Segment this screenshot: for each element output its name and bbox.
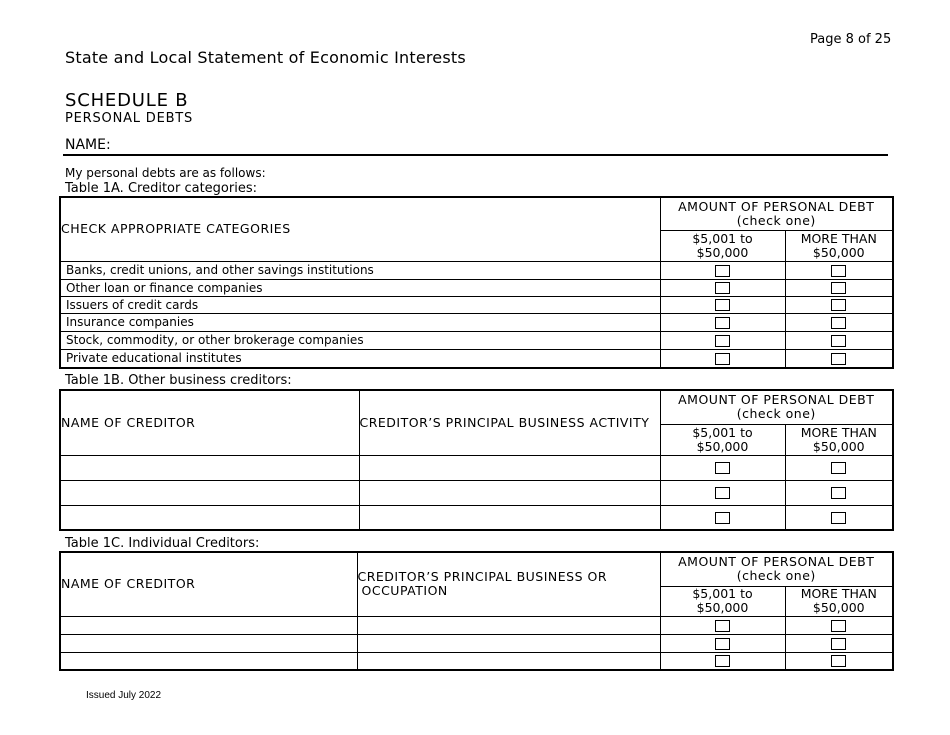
- checkbox-more-than-50000[interactable]: [831, 655, 846, 667]
- table-1a-range-high-header: MORE THAN $50,000: [785, 230, 893, 261]
- checkbox-5001-to-50000[interactable]: [715, 299, 730, 311]
- schedule-subtitle: PERSONAL DEBTS: [65, 111, 194, 126]
- table-1c-range-high-header: MORE THAN $50,000: [785, 586, 893, 616]
- creditor-name-field[interactable]: [60, 505, 359, 530]
- checkbox-5001-to-50000[interactable]: [715, 655, 730, 667]
- table-1b-name-header: NAME OF CREDITOR: [60, 390, 359, 455]
- checkbox-5001-to-50000[interactable]: [715, 335, 730, 347]
- creditor-occupation-field[interactable]: [357, 652, 660, 670]
- checkbox-more-than-50000[interactable]: [831, 353, 846, 365]
- checkbox-5001-to-50000[interactable]: [715, 462, 730, 474]
- table-1b-range-low-header: $5,001 to $50,000: [660, 424, 785, 455]
- table-1c-caption: Table 1C. Individual Creditors:: [65, 536, 260, 551]
- creditor-occupation-field[interactable]: [357, 616, 660, 634]
- intro-text: My personal debts are as follows:: [65, 166, 266, 180]
- creditor-activity-field[interactable]: [359, 455, 660, 480]
- document-title: State and Local Statement of Economic Interests: [65, 48, 466, 67]
- table-1c-occupation-header: CREDITOR’S PRINCIPAL BUSINESS OR OCCUPATION: [357, 552, 660, 616]
- table-1b: [59, 389, 894, 531]
- creditor-name-field[interactable]: [60, 480, 359, 505]
- creditor-name-field[interactable]: [60, 616, 357, 634]
- category-label: Stock, commodity, or other brokerage companies: [60, 331, 660, 349]
- checkbox-more-than-50000[interactable]: [831, 282, 846, 294]
- name-field-line[interactable]: [63, 154, 888, 156]
- table-1a-caption: Table 1A. Creditor categories:: [65, 181, 257, 196]
- table-1b-caption: Table 1B. Other business creditors:: [65, 373, 292, 388]
- checkbox-more-than-50000[interactable]: [831, 462, 846, 474]
- checkbox-more-than-50000[interactable]: [831, 335, 846, 347]
- category-label: Banks, credit unions, and other savings institutions: [60, 261, 660, 279]
- checkbox-5001-to-50000[interactable]: [715, 265, 730, 277]
- table-1c: [59, 551, 894, 671]
- table-1b-amount-header: AMOUNT OF PERSONAL DEBT (check one): [660, 390, 893, 424]
- table-1a: [59, 196, 894, 369]
- category-label: Insurance companies: [60, 313, 660, 331]
- checkbox-more-than-50000[interactable]: [831, 487, 846, 499]
- category-label: Private educational institutes: [60, 349, 660, 368]
- checkbox-more-than-50000[interactable]: [831, 638, 846, 650]
- checkbox-5001-to-50000[interactable]: [715, 620, 730, 632]
- checkbox-more-than-50000[interactable]: [831, 620, 846, 632]
- issued-date-footer: Issued July 2022: [86, 690, 162, 701]
- table-1a-category-header: CHECK APPROPRIATE CATEGORIES: [60, 197, 660, 261]
- creditor-name-field[interactable]: [60, 634, 357, 652]
- creditor-activity-field[interactable]: [359, 480, 660, 505]
- checkbox-5001-to-50000[interactable]: [715, 353, 730, 365]
- checkbox-more-than-50000[interactable]: [831, 317, 846, 329]
- category-label: Other loan or finance companies: [60, 279, 660, 296]
- creditor-name-field[interactable]: [60, 455, 359, 480]
- table-1c-name-header: NAME OF CREDITOR: [60, 552, 357, 616]
- table-1c-amount-header: AMOUNT OF PERSONAL DEBT (check one): [660, 552, 893, 586]
- checkbox-5001-to-50000[interactable]: [715, 317, 730, 329]
- table-1a-range-low-header: $5,001 to $50,000: [660, 230, 785, 261]
- checkbox-5001-to-50000[interactable]: [715, 512, 730, 524]
- name-label: NAME:: [65, 137, 111, 153]
- creditor-name-field[interactable]: [60, 652, 357, 670]
- creditor-occupation-field[interactable]: [357, 634, 660, 652]
- page-number: Page 8 of 25: [810, 32, 892, 47]
- creditor-activity-field[interactable]: [359, 505, 660, 530]
- checkbox-more-than-50000[interactable]: [831, 299, 846, 311]
- checkbox-5001-to-50000[interactable]: [715, 487, 730, 499]
- checkbox-5001-to-50000[interactable]: [715, 638, 730, 650]
- table-1c-range-low-header: $5,001 to $50,000: [660, 586, 785, 616]
- checkbox-more-than-50000[interactable]: [831, 512, 846, 524]
- table-1b-activity-header: CREDITOR’S PRINCIPAL BUSINESS ACTIVITY: [359, 390, 660, 455]
- checkbox-more-than-50000[interactable]: [831, 265, 846, 277]
- table-1a-amount-header: AMOUNT OF PERSONAL DEBT (check one): [660, 197, 893, 230]
- checkbox-5001-to-50000[interactable]: [715, 282, 730, 294]
- category-label: Issuers of credit cards: [60, 296, 660, 313]
- schedule-title: SCHEDULE B: [65, 90, 189, 111]
- table-1b-range-high-header: MORE THAN $50,000: [785, 424, 893, 455]
